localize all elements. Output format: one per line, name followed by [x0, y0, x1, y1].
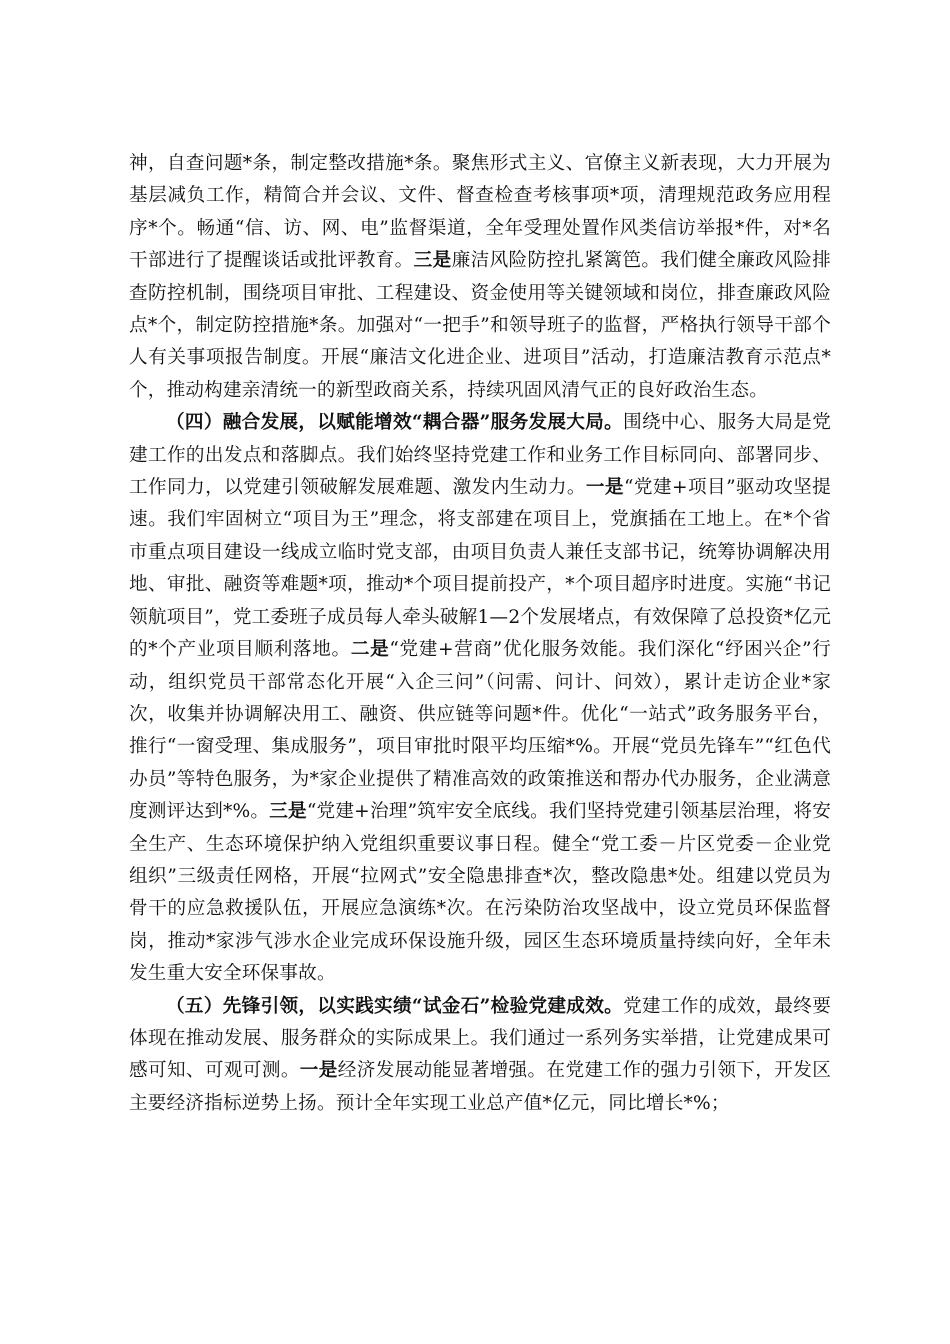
document-body — [129, 148, 831, 1120]
paragraph-section-four — [129, 407, 831, 990]
text-run: 神，自查问题*条，制定整改措施*条。聚焦形式主义、官僚主义新表现，大力开展为基层减负工作，精简合并会议、文件、督查检查考核事项*项，清理规范政务应用程序*个。畅通“信、访、网、电”监督渠道，全年受理处置作风类信访举报*件，对*名干部进行了提醒谈话或批评教育。 — [129, 153, 831, 272]
section-heading: （四）融合发展，以赋能增效“耦合器”服务发展大局。 — [166, 412, 624, 434]
text-run: 围绕中心、服务大局是党建工作的出发点和落脚点。我们始终坚持党建工作和业务工作目标同向、部署同步、工作同力，以党建引领破解发展难题、激发内生动力。 — [129, 412, 831, 499]
bold-run: 三是 — [413, 250, 452, 272]
bold-run: 二是 — [350, 639, 390, 661]
paragraph-discipline-continued — [129, 148, 831, 407]
text-run: 廉洁风险防控扎紧篱笆。我们健全廉政风险排查防控机制，围绕项目审批、工程建设、资金使用等关键领域和岗位，排查廉政风险点*个，制定防控措施*条。加强对“一把手”和领导班子的监督，严格执行领导干部个人有关事项报告制度。开展“廉洁文化进企业、进项目”活动，打造廉洁教育示范点*个，推动构建亲清统一的新型政商关系，持续巩固风清气正的良好政治生态。 — [129, 250, 831, 401]
bold-run: 一是 — [585, 477, 624, 499]
text-run: “党建+项目”驱动攻坚提速。我们牢固树立“项目为王”理念，将支部建在项目上，党旗插在工地上。在*个省市重点项目建设一线成立临时党支部，由项目负责人兼任支部书记，统筹协调解决用地、审批、融资等难题*项，推动*个项目提前投产，*个项目超序时进度。实施“书记领航项目”，党工委班子成员每人牵头破解1—2个发展堵点，有效保障了总投资*亿元的*个产业项目顺利落地。 — [129, 477, 831, 661]
section-heading: （五）先锋引领，以实践实绩“试金石”检验党建成效。 — [166, 995, 624, 1017]
text-run: 党建工作的成效，最终要体现在推动发展、服务群众的实际成果上。我们通过一系列务实举措，让党建成果可感可知、可观可测。 — [129, 995, 831, 1082]
paragraph-section-five — [129, 991, 831, 1121]
text-run: 经济发展动能显著增强。在党建工作的强力引领下，开发区主要经济指标逆势上扬。预计全年实现工业总产值*亿元，同比增长*%； — [129, 1060, 831, 1114]
text-run: “党建+营商”优化服务效能。我们深化“纾困兴企”行动，组织党员干部常态化开展“入企三问”（问需、问计、问效），累计走访企业*家次，收集并协调解决用工、融资、供应链等问题*件。优化“一站式”政务服务平台，推行“一窗受理、集成服务”，项目审批时限平均压缩*%。开展“党员先锋车”“红色代办员”等特色服务，为*家企业提供了精准高效的政策推送和帮办代办服务，企业满意度测评达到*%。 — [129, 639, 832, 823]
bold-run: 一是 — [299, 1060, 338, 1082]
bold-run: 三是 — [269, 801, 307, 823]
text-run: “党建+治理”筑牢安全底线。我们坚持党建引领基层治理，将安全生产、生态环境保护纳入党组织重要议事日程。健全“党工委－片区党委－企业党组织”三级责任网格，开展“拉网式”安全隐患排查*次，整改隐患*处。组建以党员为骨干的应急救援队伍，开展应急演练*次。在污染防治攻坚战中，设立党员环保监督岗，推动*家涉气涉水企业完成环保设施升级，园区生态环境质量持续向好，全年未发生重大安全环保事故。 — [129, 801, 831, 985]
